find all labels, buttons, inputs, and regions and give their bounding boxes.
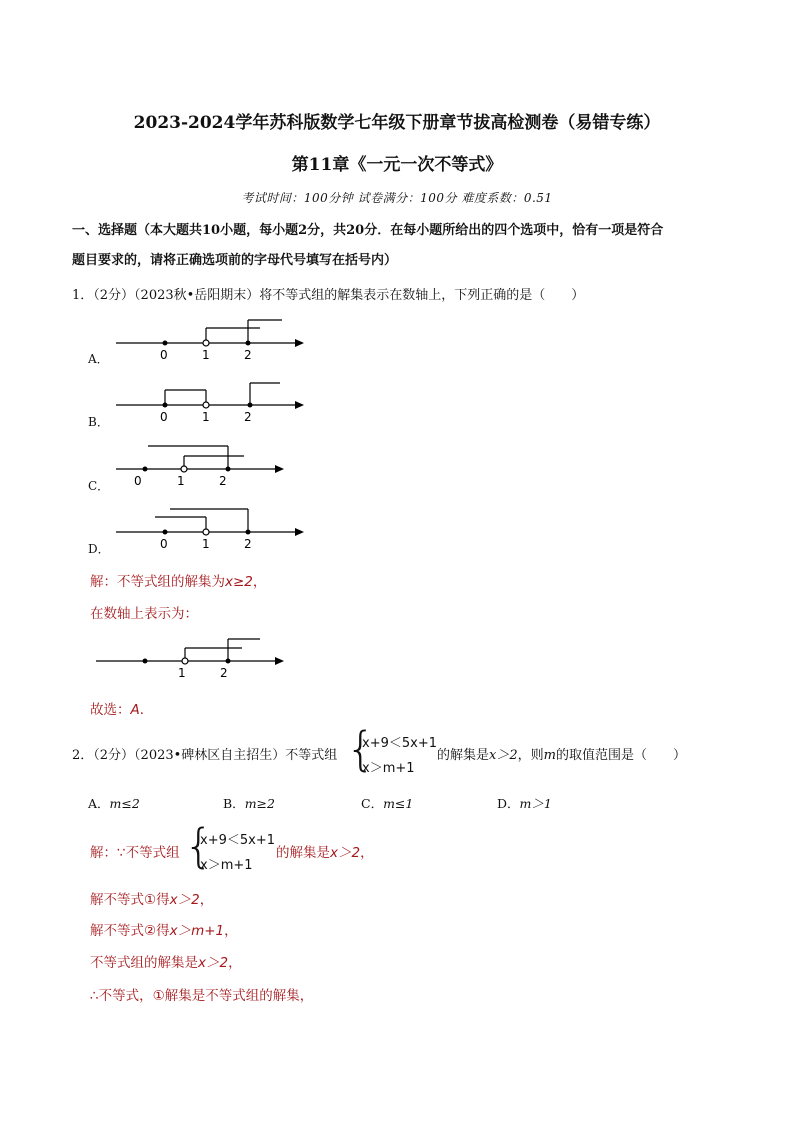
tick-label-2: 2 [244, 348, 252, 362]
tick-label-1: 1 [202, 348, 210, 362]
q2-choice-a-letter: A． [88, 796, 110, 811]
tick-label-1: 1 [202, 537, 210, 551]
q1-solution-math: x≥2 [225, 574, 253, 590]
q2-step3-text: 不等式组的解集是 [90, 955, 198, 971]
q2-choice-d-text: m＞1 [519, 796, 552, 811]
exam-meta: 考试时间：100分钟 试卷满分：100分 难度系数：0.51 [241, 191, 553, 205]
q2-stem-mid: 的解集是 [437, 748, 490, 763]
q2-solution-prefix: 解：∵不等式组 [90, 845, 180, 861]
q1-answer-value: A [130, 702, 140, 718]
q2-step4: ∴不等式，①解集是不等式组的解集， [90, 988, 314, 1004]
q2-stem-math1: x＞2 [489, 748, 518, 763]
tick-label-2: 2 [244, 537, 252, 551]
q2-step3 [90, 951, 242, 971]
q2-step2 [90, 919, 238, 939]
q2-step1-math: x＞2 [169, 892, 200, 908]
q2-solution-system-line2: x＞m+1 [200, 858, 253, 873]
tick-label-2: 2 [244, 410, 252, 424]
q1-solution-line1 [90, 570, 266, 590]
q2-solution-system-line1: x+9＜5x+1 [200, 833, 275, 848]
tick-label-0: 0 [160, 537, 168, 551]
q1-solution-comma: ， [252, 574, 267, 590]
q1-solution-text: 解：不等式组的解集为 [90, 574, 225, 590]
q2-solution-rest [276, 841, 374, 861]
tick-label-0: 0 [160, 348, 168, 362]
q1-answer-suffix: ． [139, 702, 154, 718]
q2-stem-math2: m [543, 748, 556, 763]
q2-step1-text: 解不等式①得 [90, 892, 170, 908]
q2-stem-suffix: 的取值范围是（ ） [555, 748, 686, 763]
q2-choice-b[interactable] [223, 794, 275, 812]
q1-option-c-label[interactable]: C． [88, 479, 110, 493]
q2-step3-math: x＞2 [198, 955, 229, 971]
q1-option-a-numberline [110, 318, 310, 366]
q2-step1 [90, 888, 213, 908]
q2-choice-a[interactable] [88, 794, 140, 812]
q1-solution-line2: 在数轴上表示为： [90, 606, 198, 622]
q2-solution-mid: 的解集是 [276, 845, 330, 861]
tick-label-1: 1 [202, 410, 210, 424]
q2-stem-mid2: ，则 [517, 748, 544, 763]
q2-choice-d[interactable] [497, 794, 552, 812]
section-intro-line2: 题目要求的，请将正确选项前的字母代号填写在括号内） [72, 253, 398, 268]
q1-solution-numberline [90, 632, 290, 682]
q1-stem: 1．（2分）（2023秋•岳阳期末）将不等式组的解集表示在数轴上，下列正确的是（ ） [72, 288, 585, 303]
chapter-title: 第11章《一元一次不等式》 [291, 155, 503, 175]
tick-label-0: 0 [160, 410, 168, 424]
q2-step1-end: ， [199, 892, 214, 908]
q2-choice-a-text: m≤2 [109, 796, 140, 811]
q2-stem-prefix: 2．（2分）（2023•碑林区自主招生）不等式组 [72, 748, 338, 763]
tick-label-1: 1 [178, 666, 186, 680]
q2-solution-end: ， [360, 845, 374, 861]
q2-solution-brace: { [184, 819, 214, 873]
q2-step2-text: 解不等式②得 [90, 923, 170, 939]
q1-option-b-label[interactable]: B． [88, 415, 109, 429]
tick-label-1: 1 [177, 474, 185, 488]
q2-brace: { [346, 722, 376, 776]
q2-choice-c-text: m≤1 [383, 796, 414, 811]
q2-step2-end: ， [224, 923, 238, 939]
q2-choice-c[interactable] [361, 794, 413, 812]
q2-choice-b-letter: B． [223, 796, 245, 811]
q2-system-line2: x＞m+1 [362, 761, 415, 776]
q1-option-d-numberline [110, 505, 310, 553]
q1-answer [90, 698, 153, 718]
exam-title: 2023-2024学年苏科版数学七年级下册章节拔高检测卷（易错专练） [133, 113, 661, 133]
q2-step2-math: x＞m+1 [169, 923, 225, 939]
tick-label-2: 2 [219, 474, 227, 488]
q1-option-d-label[interactable]: D． [88, 542, 110, 556]
q2-step3-end: ， [228, 955, 242, 971]
tick-label-2: 2 [220, 666, 228, 680]
q2-choice-d-letter: D． [497, 796, 520, 811]
q1-option-a-label[interactable]: A． [88, 352, 109, 366]
tick-label-0: 0 [134, 474, 142, 488]
q2-solution-math: x＞2 [330, 845, 361, 861]
q1-answer-prefix: 故选： [90, 702, 131, 718]
q2-stem-rest [437, 744, 686, 763]
q2-choice-c-letter: C． [361, 796, 384, 811]
q1-option-b-numberline [110, 380, 310, 428]
q1-option-c-numberline [110, 440, 310, 490]
q2-system-line1: x+9＜5x+1 [362, 736, 437, 751]
section-intro-line1: 一、选择题（本大题共10小题，每小题2分，共20分．在每小题所给出的四个选项中，恰有一项是符合 [72, 223, 664, 238]
q2-choice-b-text: m≥2 [244, 796, 275, 811]
